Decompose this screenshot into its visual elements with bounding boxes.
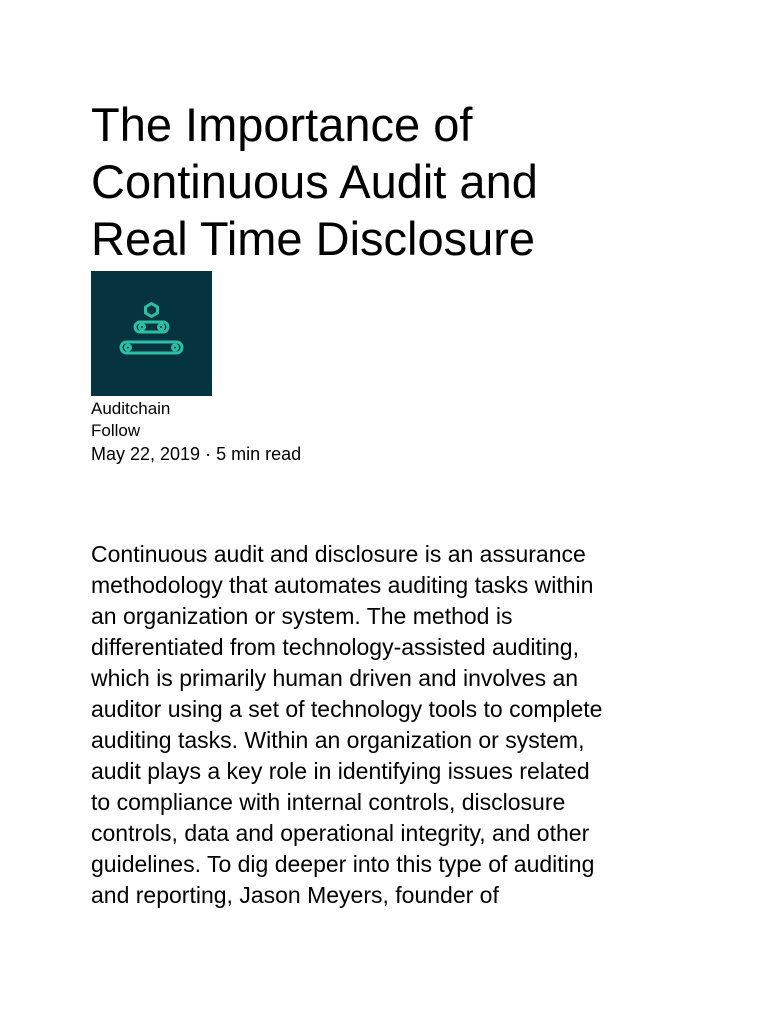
article-title <box>91 96 731 267</box>
author-avatar[interactable] <box>91 271 212 396</box>
body-line: auditor using a set of technology tools to complete <box>91 696 603 722</box>
body-line: guidelines. To dig deeper into this type of auditing <box>91 851 595 877</box>
body-line: differentiated from technology-assisted auditing, <box>91 634 579 660</box>
auditchain-logo-icon <box>91 271 212 396</box>
body-line: Continuous audit and disclosure is an assurance <box>91 541 586 567</box>
article-body <box>91 539 691 911</box>
title-line: Continuous Audit and <box>91 155 538 208</box>
title-line: The Importance of <box>91 98 473 151</box>
follow-link[interactable]: Follow <box>91 421 141 440</box>
publish-meta: May 22, 2019 · 5 min read <box>91 444 302 464</box>
body-line: auditing tasks. Within an organization or system, <box>91 727 585 753</box>
title-line: Real Time Disclosure <box>91 212 536 265</box>
body-line: methodology that automates auditing tasks within <box>91 572 594 598</box>
body-line: and reporting, Jason Meyers, founder of <box>91 882 499 908</box>
body-line: to compliance with internal controls, disclosure <box>91 789 566 815</box>
author-name[interactable]: Auditchain <box>91 399 171 418</box>
body-line: audit plays a key role in identifying issues related <box>91 758 590 784</box>
body-line: which is primarily human driven and involves an <box>91 665 579 691</box>
body-line: controls, data and operational integrity, and other <box>91 820 590 846</box>
body-line: an organization or system. The method is <box>91 603 513 629</box>
